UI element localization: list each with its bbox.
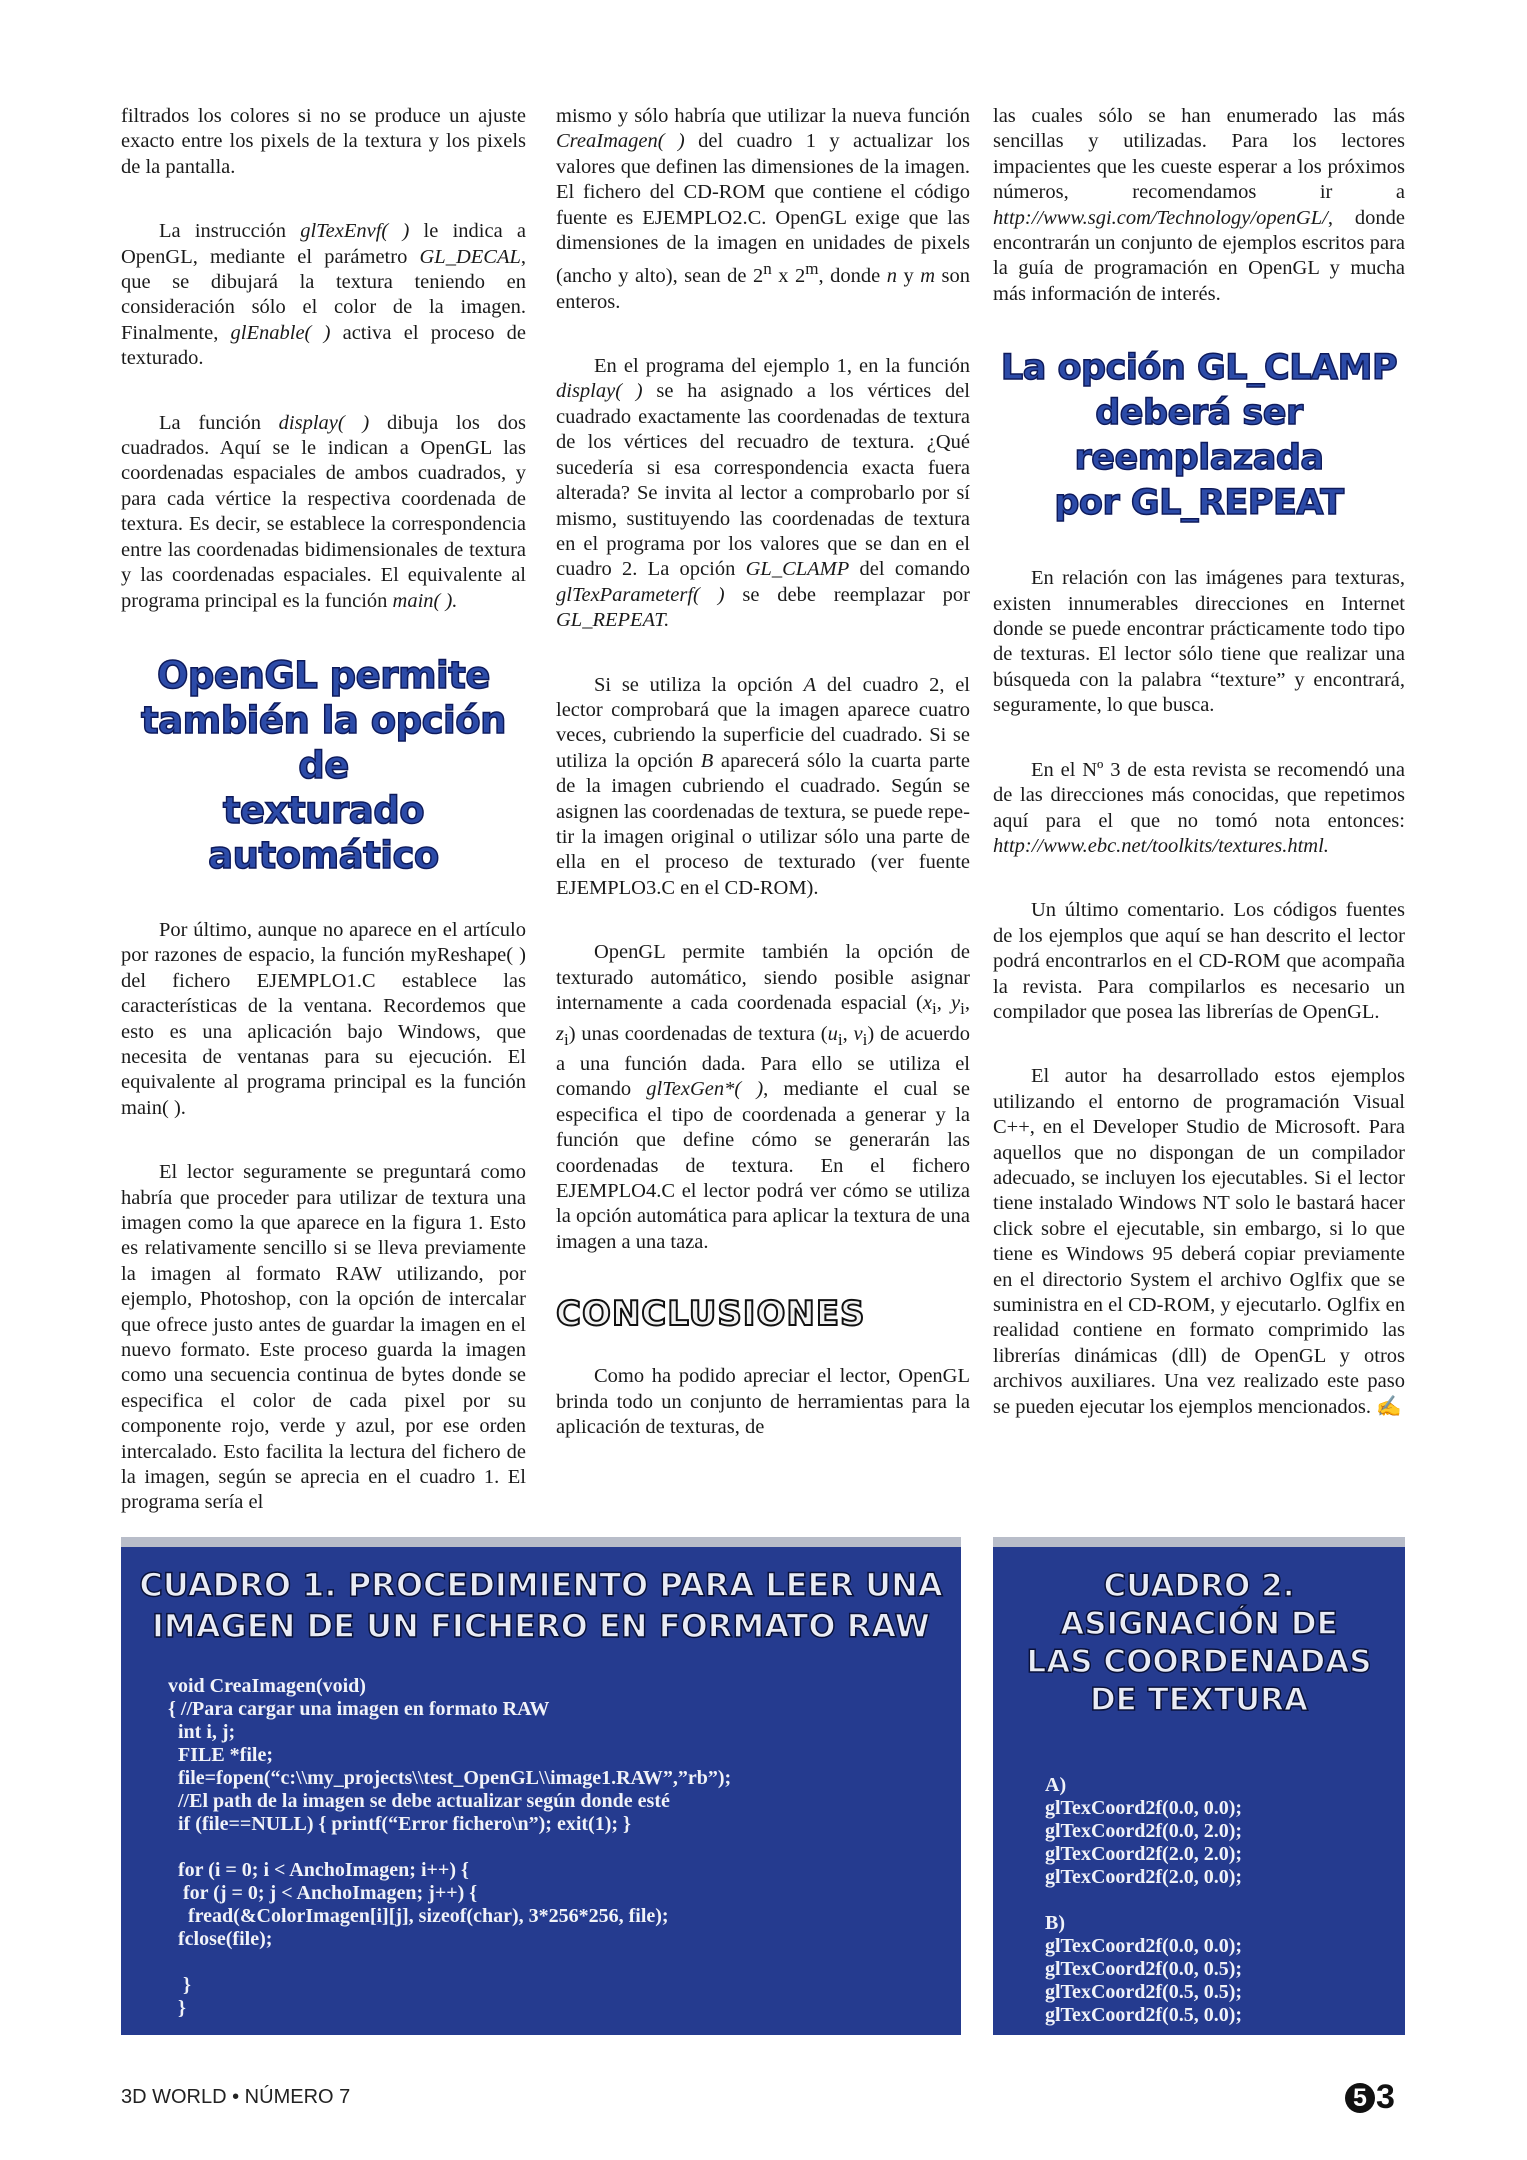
- page-number: 5 3: [1345, 2078, 1395, 2117]
- paragraph: La instrucción glTexEnvf( ) le indica a OpenGL, mediante el parámetro GL_DECAL, que se dibujará la textura teniendo en consideración sólo el color de la imagen. Finalmente, glEnable( ) activa el proceso de texturado.: [121, 220, 526, 370]
- paragraph: Si se utiliza la opción A del cuadro 2, el lector comprobará que la imagen aparece cuatro veces, cubriendo la superficie del cuadrado. Si se utiliza la opción B aparecerá sólo la cuarta parte de la imagen cubriendo el cuadrado. Según se asignen las coordenadas de textura, se puede repetir la imagen original o utilizar sólo una parte de ella en el proceso de texturado (ver fuente EJEMPLO3.C en el CD-ROM).: [556, 673, 970, 899]
- paragraph: En el Nº 3 de esta revista se recomendó una de las direcciones más conocidas, que repetimos aquí para el que no tomó nota entonces: http://www.ebc.net/toolkits/textures.html.: [993, 758, 1405, 857]
- paragraph: filtrados los colores si no se produce un ajuste exacto entre los pixels de la textura y los pixels de la pantalla.: [121, 105, 526, 178]
- end-mark-icon: ✍: [1376, 1395, 1402, 1418]
- paragraph: Por último, aunque no aparece en el artículo por razones de espacio, la función myReshape( ) del fichero EJEMPLO1.C establece las características de la ventana. Recordemos que esto es una aplicación bajo Windows, que necesita de ventanas para su ejecución. El equivalente al programa principal es la función main( ).: [121, 918, 526, 1119]
- url-link: http://www.ebc.net/toolkits/textures.html.: [993, 834, 1329, 857]
- column-3: [993, 104, 1405, 1459]
- cuadro-1-box: [121, 1537, 961, 2035]
- column-2: [556, 104, 970, 1479]
- url-link: http://www.sgi.com/Technology/openGL/: [993, 206, 1328, 229]
- cuadro-1-title: CUADRO 1. PROCEDIMIENTO PARA LEER UNA IMAGEN DE UN FICHERO EN FORMATO RAW: [139, 1566, 943, 1645]
- cuadro-2-box: [993, 1537, 1405, 2035]
- paragraph: OpenGL permite también la opción de texturado automático, siendo posible asignar internamente a cada coordenada espacial ($x_i$, $y_i$, $z_i$) unas coordenadas de textura ($u_i$, $v_i$) de acuerdo a una función dada. Para ello se utiliza el comando glTexGen*( ), mediante el cual se especifica el tipo de coordenada a generar y la función que define cómo se generarán las coordenadas de textura. En el fichero EJEMPLO4.C el lector podrá ver cómo se utiliza la opción automática para aplicar la textura de una imagen a una taza.: [556, 941, 971, 1253]
- pull-quote: La opción GL_CLAMP deberá ser reemplazada por GL_REPEAT: [1000, 348, 1398, 524]
- section-heading: CONCLUSIONES: [556, 1294, 866, 1335]
- paragraph: Un último comentario. Los códigos fuentes de los ejemplos que aquí se han descrito el lector podrá encontrarlos en el CD-ROM que acompaña la revista. Para compilarlos es necesario un compilador que posea las librerías de OpenGL.: [993, 899, 1405, 1023]
- paragraph: En el programa del ejemplo 1, en la función display( ) se ha asignado a los vértices del cuadrado exactamente las coordenadas de textura de los vértices del recuadro de textura. ¿Qué sucedería si esa correspondencia exacta fuera alterada? Se invita al lector a comprobarlo por sí mismo, sustituyendo las coordenadas de textura en el programa por los valores que se dan en el cuadro 2. La opción GL_CLAMP del comando glTexParameterf( ) se debe reemplazar por GL_REPEAT.: [556, 355, 971, 632]
- magazine-footer: 3D WORLD • NÚMERO 7: [121, 2086, 351, 2108]
- paragraph: El lector seguramente se preguntará como habría que proceder para utilizar de textura una imagen como la que aparece en la figura 1. Esto es relativamente sencillo si se lleva previamente la imagen al formato RAW utilizando, por ejemplo, Photoshop, con la opción de intercalar que ofrece justo antes de guardar la imagen en el nuevo formato. Este proceso guarda la imagen como una secuencia continua de bytes donde se especifica el color de cada pixel por su componente rojo, verde y azul, por ese orden intercalado. Esto facilita la lectura del fichero de la imagen, según se aprecia en el cuadro 1. El programa sería el: [121, 1161, 526, 1514]
- paragraph: mismo y sólo habría que utilizar la nueva función CreaImagen( ) del cuadro 1 y actualizar los valores que definen las dimensiones de la imagen. El fichero del CD-ROM que contiene el código fuente es EJEMPLO2.C. OpenGL exige que las dimensiones de la imagen en unidades de pixels (ancho y alto), sean de 2$^n$ x 2$^m$, donde n y m son enteros.: [556, 105, 970, 313]
- cuadro-1-code: void CreaImagen(void) { //Para cargar una imagen en formato RAW int i, j; FILE *file; file=fopen(“c:\\my_projects\\test_OpenGL\\image1.RAW”,”rb”); //El path de la imagen se debe actualizar según donde esté if (file==NULL) { printf(“Error fichero\n”); exit(1); } for (i = 0; i < AnchoImagen; i++) { for (j = 0; j < AnchoImagen; j++) { fread(&ColorImagen[i][j], sizeof(char), 3*256*256, file); fclose(file); } }: [168, 1675, 732, 2019]
- paragraph: El autor ha desarrollado estos ejemplos utilizando el entorno de programación Visual C++, en el Developer Studio de Microsoft. Para aquellos que no dispongan de un compilador adecuado, se incluyen los ejecutables. Si el lector tiene instalado Windows NT solo le bastará hacer click sobre el ejecutable, sin embargo, si lo que tiene es Windows 95 deberá copiar previamente en el directorio System el archivo Oglfix que se suministra en el CD-ROM, y ejecutarlo. Oglfix en realidad contiene en formato comprimido las librerías dinámicas (dll) de OpenGL y otros archivos auxiliares. Una vez realizado este paso se pueden ejecutar los ejemplos mencionados. ✍: [993, 1065, 1405, 1418]
- paragraph: Como ha podido apreciar el lector, OpenGL brinda todo un conjunto de herramientas para la aplicación de texturas, de: [556, 1365, 970, 1439]
- pull-quote: OpenGL permite también la opción de texturado automático: [140, 653, 506, 877]
- paragraph: En relación con las imágenes para texturas, existen innumerables direcciones en Internet donde se puede encontrar prácticamente todo tipo de texturas. El lector sólo tiene que realizar una búsqueda con la palabra “texture” y encontrará, seguramente, lo que busca.: [993, 567, 1405, 717]
- column-1: [121, 104, 526, 1555]
- paragraph: La función display( ) dibuja los dos cuadrados. Aquí se le indican a OpenGL las coordenadas espaciales de ambos cuadrados, y para cada vértice la respectiva coordenada de textura. Es decir, se establece la correspondencia entre las coordenadas bidimensionales de textura y las coordenadas espaciales. El equivalente al programa principal es la función main( ).: [121, 411, 526, 612]
- cuadro-2-code: A) glTexCoord2f(0.0, 0.0); glTexCoord2f(0.0, 2.0); glTexCoord2f(2.0, 2.0); glTexCoord2f(2.0, 0.0); B) glTexCoord2f(0.0, 0.0); glTexCoord2f(0.0, 0.5); glTexCoord2f(0.5, 0.5); glTexCoord2f(0.5, 0.0);: [1045, 1774, 1243, 2026]
- paragraph: las cuales sólo se han enumerado las más sencillas y utilizadas. Para los lectores impacientes que les cueste esperar a los próximos números, recomendamos ir a http://www.sgi.com/Technology/openGL/, donde encontrarán un conjunto de ejemplos escritos para la guía de programación en OpenGL y mucha más información de interés.: [993, 105, 1405, 305]
- cuadro-2-title: CUADRO 2. ASIGNACIÓN DE LAS COORDENADAS DE TEXTURA: [1026, 1568, 1372, 1718]
